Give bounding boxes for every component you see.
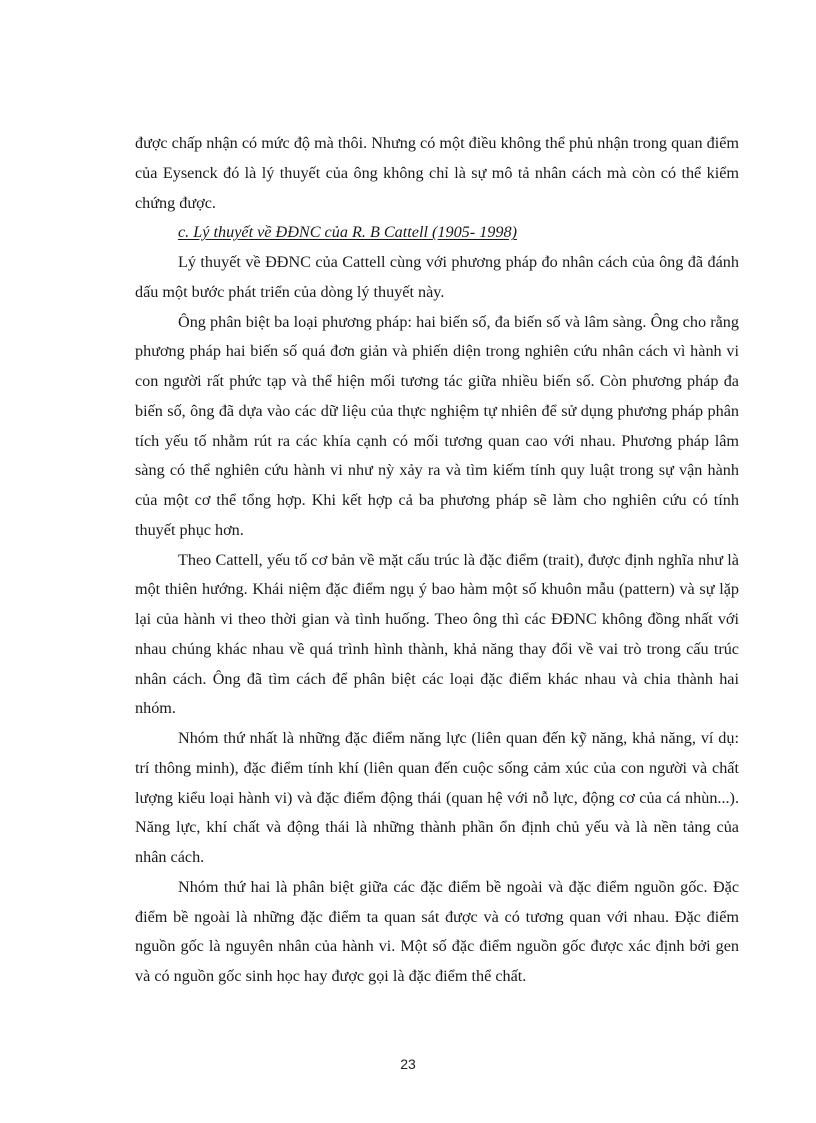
paragraph-second-group: Nhóm thứ hai là phân biệt giữa các đặc điểm bề ngoài và đặc điểm nguồn gốc. Đặc điểm bề ngoài là những đặc điểm ta quan sát được và có tương quan với nhau. Đặc điểm nguồn gốc là nguyên nhân của hành vi. Một số đặc điểm nguồn gốc được xác định bởi gen và có nguồn gốc sinh học hay được gọi là đặc điểm thể chất. <box>135 877 739 985</box>
document-page <box>135 129 739 992</box>
paragraph-continuation: được chấp nhận có mức độ mà thôi. Nhưng có một điều không thể phủ nhận trong quan điểm của Eysenck đó là lý thuyết của ông không chỉ là sự mô tả nhân cách mà còn có thể kiểm chứng được. <box>135 134 739 212</box>
section-heading-cattell: c. Lý thuyết về ĐĐNC của R. B Cattell (1905- 1998) <box>178 223 517 242</box>
paragraph-methods: Ông phân biệt ba loại phương pháp: hai biến số, đa biến số và lâm sàng. Ông cho rằng phương pháp hai biến số quá đơn giản và phiến diện trong nghiên cứu nhân cách vì hành vi con người rất phức tạp và thể hiện mối tương tác giữa nhiều biến số. Còn phương pháp đa biến số, ông đã dựa vào các dữ liệu của thực nghiệm tự nhiên để sử dụng phương pháp phân tích yếu tố nhằm rút ra các khía cạnh có mối tương quan cao với nhau. Phương pháp lâm sàng có thể nghiên cứu hành vi như nỳ xảy ra và tìm kiếm tính quy luật trong sự vận hành của một cơ thể tổng hợp. Khi kết hợp cả ba phương pháp sẽ làm cho nghiên cứu có tính thuyết phục hơn. <box>135 312 739 539</box>
paragraph-first-group: Nhóm thứ nhất là những đặc điểm năng lực (liên quan đến kỹ năng, khả năng, ví dụ: trí thông minh), đặc điểm tính khí (liên quan đến cuộc sống cảm xúc của con người và chất lượng kiểu loại hành vi) và đặc điểm động thái (quan hệ với nỗ lực, động cơ của cá nhùn...). Năng lực, khí chất và động thái là những thành phần ổn định chủ yếu và là nền tảng của nhân cách. <box>135 729 739 866</box>
paragraph-intro-cattell: Lý thuyết về ĐĐNC của Cattell cùng với phương pháp đo nhân cách của ông đã đánh dấu một bước phát triển của dòng lý thuyết này. <box>135 253 739 301</box>
page-number: 23 <box>400 1056 416 1072</box>
paragraph-traits: Theo Cattell, yếu tố cơ bản về mặt cấu trúc là đặc điểm (trait), được định nghĩa như là một thiên hướng. Khái niệm đặc điểm ngụ ý bao hàm một số khuôn mẫu (pattern) và sự lặp lại của hành vi theo thời gian và tình huống. Theo ông thì các ĐĐNC không đồng nhất với nhau chúng khác nhau về quá trình hình thành, khả năng thay đổi về vai trò trong cấu trúc nhân cách. Ông đã tìm cách để phân biệt các loại đặc điểm khác nhau và chia thành hai nhóm. <box>135 550 739 718</box>
